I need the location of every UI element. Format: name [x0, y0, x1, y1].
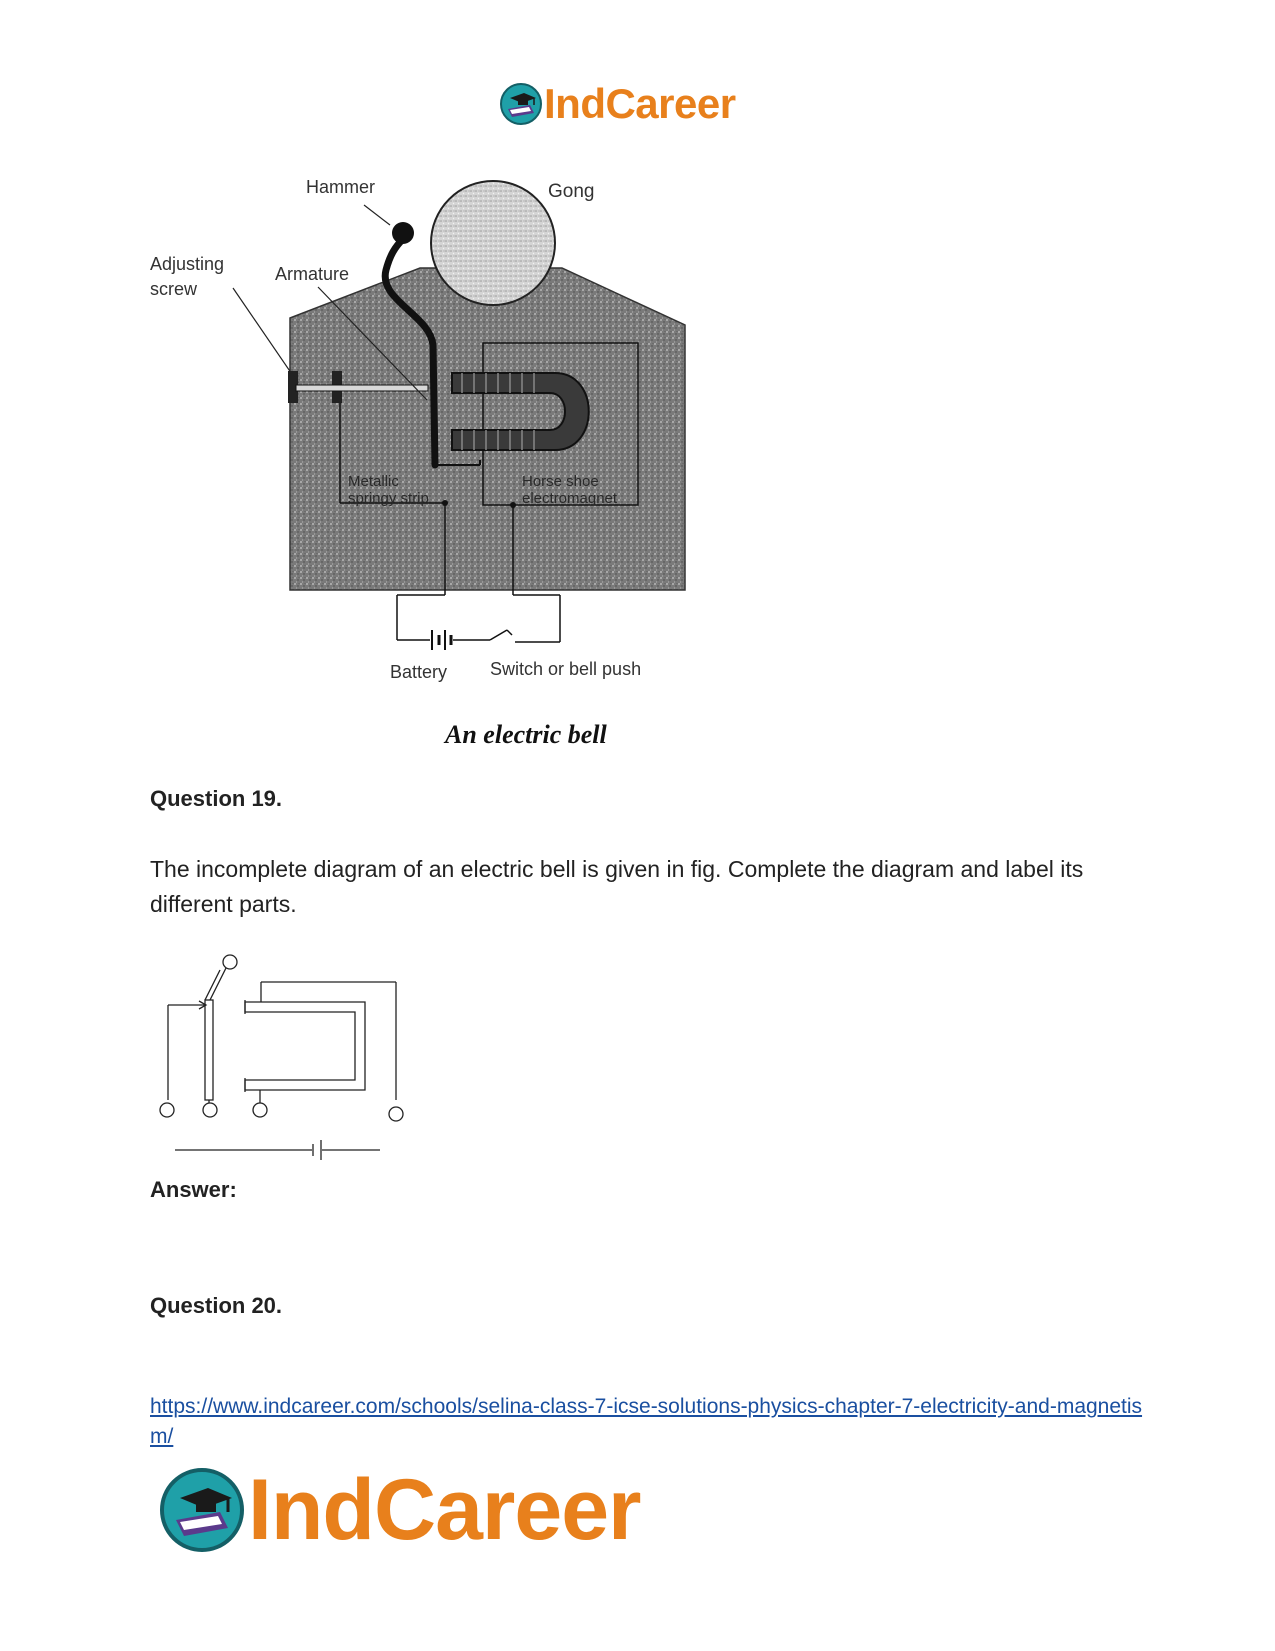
label-battery: Battery [390, 662, 448, 682]
question-19-heading: Question 19. [150, 786, 283, 811]
label-horseshoe-1: Horse shoe [522, 473, 599, 490]
label-metallic-2: springy strip [348, 490, 429, 507]
graduation-cap-book-icon [500, 83, 542, 125]
logo-text: IndCareer [544, 80, 736, 127]
gong [431, 181, 555, 305]
hammer [392, 222, 414, 244]
label-metallic-1: Metallic [348, 473, 399, 490]
question-20-heading: Question 20. [150, 1293, 283, 1318]
label-adjusting-screw-2: screw [150, 279, 198, 299]
header-logo [500, 76, 780, 132]
incomplete-bell-diagram [150, 950, 420, 1170]
figure-caption: An electric bell [445, 720, 607, 749]
adjusting-screw [296, 385, 428, 391]
source-url-link[interactable]: https://www.indcareer.com/schools/selina-class-7-icse-solutions-physics-chapter-7-electricity-and-magnetism/ [150, 1395, 1143, 1448]
footer-logo [160, 1460, 720, 1560]
label-adjusting-screw-1: Adjusting [150, 254, 225, 274]
graduation-cap-book-icon [160, 1468, 244, 1552]
question-19-text: The incomplete diagram of an electric bell is given in fig. Complete the diagram and label its different parts. [150, 856, 1084, 917]
label-hammer: Hammer [306, 177, 376, 197]
answer-heading: Answer: [150, 1177, 237, 1202]
label-gong: Gong [548, 181, 595, 202]
label-armature: Armature [275, 264, 350, 284]
switch-symbol [490, 630, 512, 640]
battery-symbol [432, 630, 451, 650]
label-switch: Switch or bell push [490, 659, 642, 679]
label-horseshoe-2: electromagnet [522, 490, 618, 507]
electric-bell-diagram [150, 175, 710, 775]
footer-logo-text: IndCareer [248, 1462, 641, 1558]
